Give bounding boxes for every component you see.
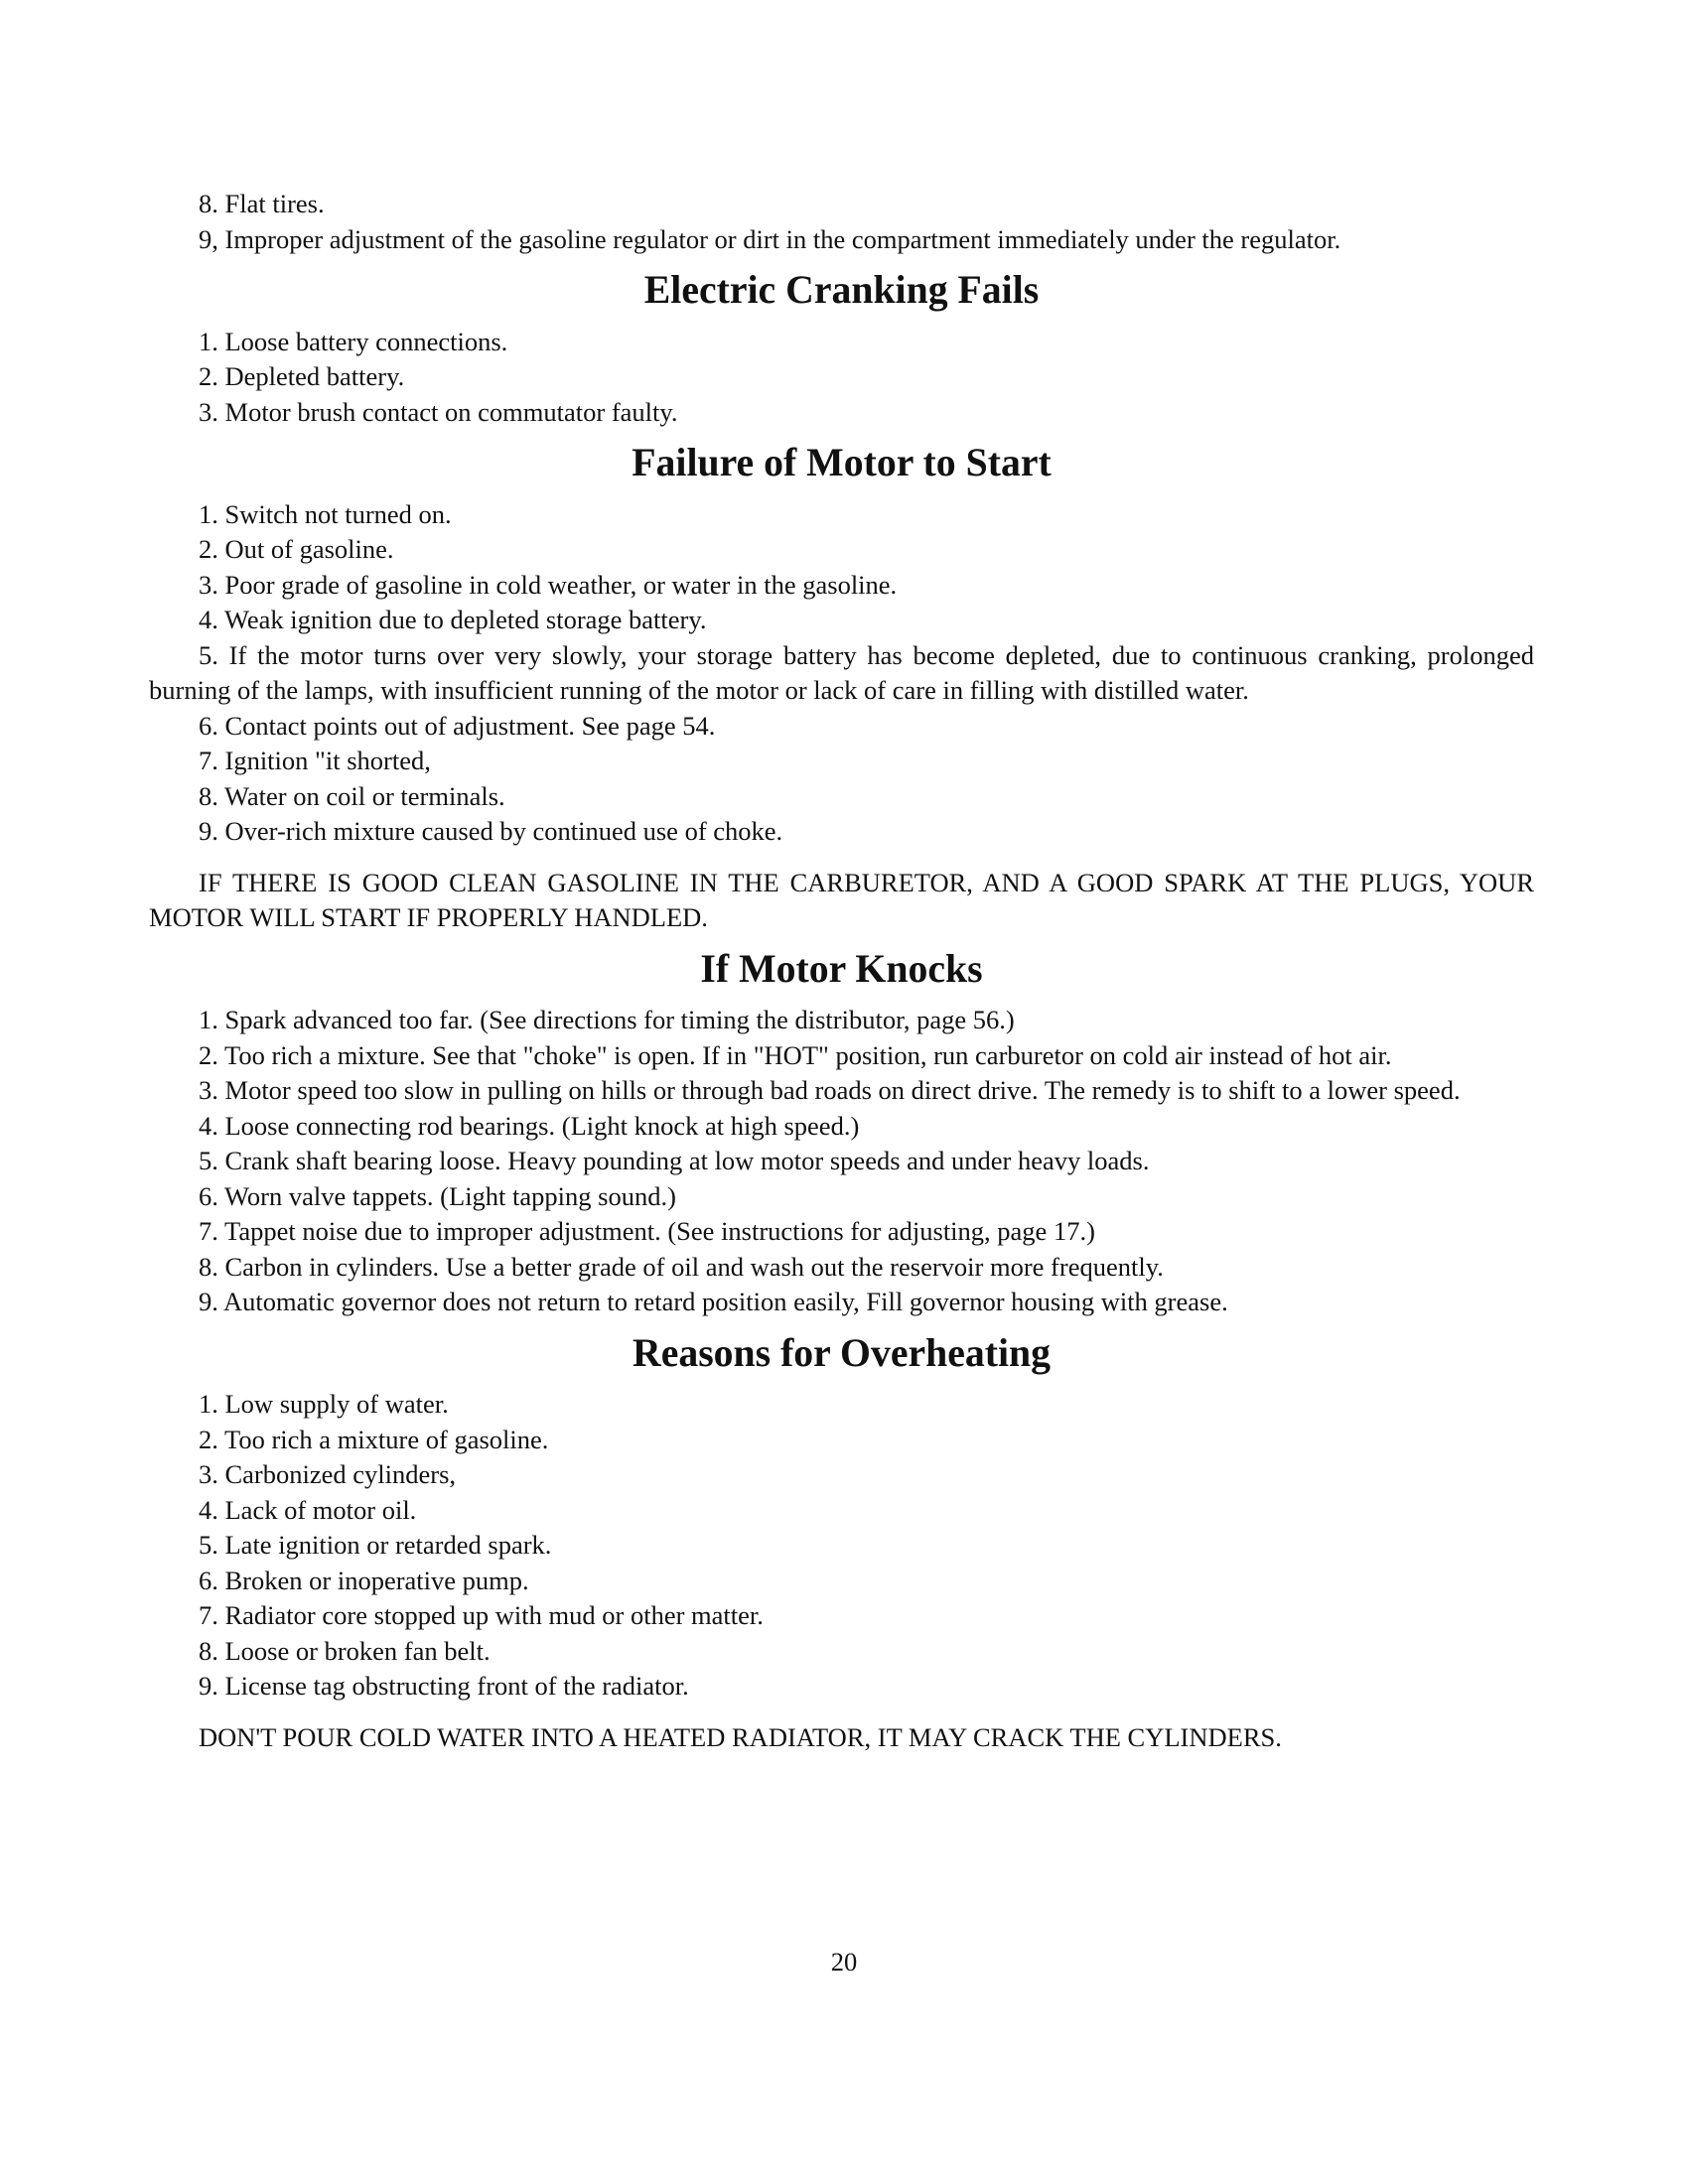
electric-cranking-list [149, 325, 1534, 431]
list-item: 6. Broken or inoperative pump. [199, 1565, 529, 1595]
list-item: 9, Improper adjustment of the gasoline regulator or dirt in the compartment immediately under the regulator. [199, 223, 1341, 254]
list-item: 7. Ignition "it shorted, [199, 746, 431, 775]
section-heading-motor-knocks: If Motor Knocks [700, 946, 983, 991]
list-item: 5. Late ignition or retarded spark. [199, 1530, 552, 1560]
list-item: 4. Weak ignition due to depleted storage battery. [199, 605, 707, 634]
list-item: 7. Tappet noise due to improper adjustment. (See instructions for adjusting, page 17.) [199, 1216, 1095, 1246]
list-item: 8. Flat tires. [199, 189, 325, 218]
overheating-list [149, 1387, 1534, 1705]
motor-knocks-list [149, 1003, 1534, 1320]
list-item: 3. Motor speed too slow in pulling on hills or through bad roads on direct drive. The remedy is to shift to a lower speed. [199, 1075, 1461, 1105]
list-item: 6. Worn valve tappets. (Light tapping sound.) [199, 1180, 676, 1211]
list-item: 1. Loose battery connections. [199, 326, 508, 356]
intro-list [149, 187, 1534, 257]
section-heading-electric-cranking: Electric Cranking Fails [643, 268, 1040, 312]
page-number: 20 [830, 1947, 858, 1977]
list-item: 2. Depleted battery. [199, 361, 405, 391]
list-item: 1. Switch not turned on. [199, 498, 452, 529]
list-item: 8. Loose or broken fan belt. [199, 1635, 491, 1666]
list-item: 1. Spark advanced too far. (See directions for timing the distributor, page 56.) [199, 1005, 1015, 1034]
list-item: 9. Automatic governor does not return to retard position easily, Fill governor housing with grease. [199, 1287, 1228, 1316]
section-heading-overheating: Reasons for Overheating [632, 1330, 1052, 1375]
section-heading-failure-to-start: Failure of Motor to Start [632, 441, 1052, 484]
list-item: 5. If the motor turns over very slowly, your storage battery has become depleted, due to continuous cranking, prolonged burning of the lamps, with insufficient running of the motor or lack of care in filling with distilled water. [149, 639, 1534, 705]
list-item: 5. Crank shaft bearing loose. Heavy pounding at low motor speeds and under heavy loads. [199, 1146, 1150, 1175]
list-item: 3. Poor grade of gasoline in cold weather, or water in the gasoline. [199, 569, 898, 600]
list-item: 2. Out of gasoline. [199, 534, 394, 564]
list-item: 4. Loose connecting rod bearings. (Light knock at high speed.) [199, 1110, 860, 1141]
list-item: 8. Carbon in cylinders. Use a better grade of oil and wash out the reservoir more frequently. [199, 1251, 1164, 1282]
list-item: 3. Carbonized cylinders, [199, 1459, 457, 1489]
list-item: 4. Lack of motor oil. [199, 1494, 417, 1525]
start-notice: IF THERE IS GOOD CLEAN GASOLINE IN THE CARBURETOR, AND A GOOD SPARK AT THE PLUGS, YOUR MOTOR WILL START IF PROPERLY HANDLED. [149, 867, 1534, 932]
radiator-warning: DON'T POUR COLD WATER INTO A HEATED RADIATOR, IT MAY CRACK THE CYLINDERS. [199, 1721, 1282, 1752]
list-item: 1. Low supply of water. [199, 1389, 449, 1419]
list-item: 2. Too rich a mixture of gasoline. [199, 1424, 549, 1454]
list-item: 9. License tag obstructing front of the radiator. [199, 1671, 689, 1701]
list-item: 8. Water on coil or terminals. [199, 780, 505, 811]
page-body [149, 187, 1534, 1755]
list-item: 7. Radiator core stopped up with mud or other matter. [199, 1600, 764, 1630]
list-item: 6. Contact points out of adjustment. See page 54. [199, 710, 716, 741]
list-item: 3. Motor brush contact on commutator faulty. [199, 396, 678, 427]
failure-to-start-list [149, 497, 1534, 850]
list-item: 9. Over-rich mixture caused by continued use of choke. [199, 816, 783, 846]
list-item: 2. Too rich a mixture. See that "choke" is open. If in "HOT" position, run carburetor on cold air instead of hot air. [199, 1039, 1392, 1070]
